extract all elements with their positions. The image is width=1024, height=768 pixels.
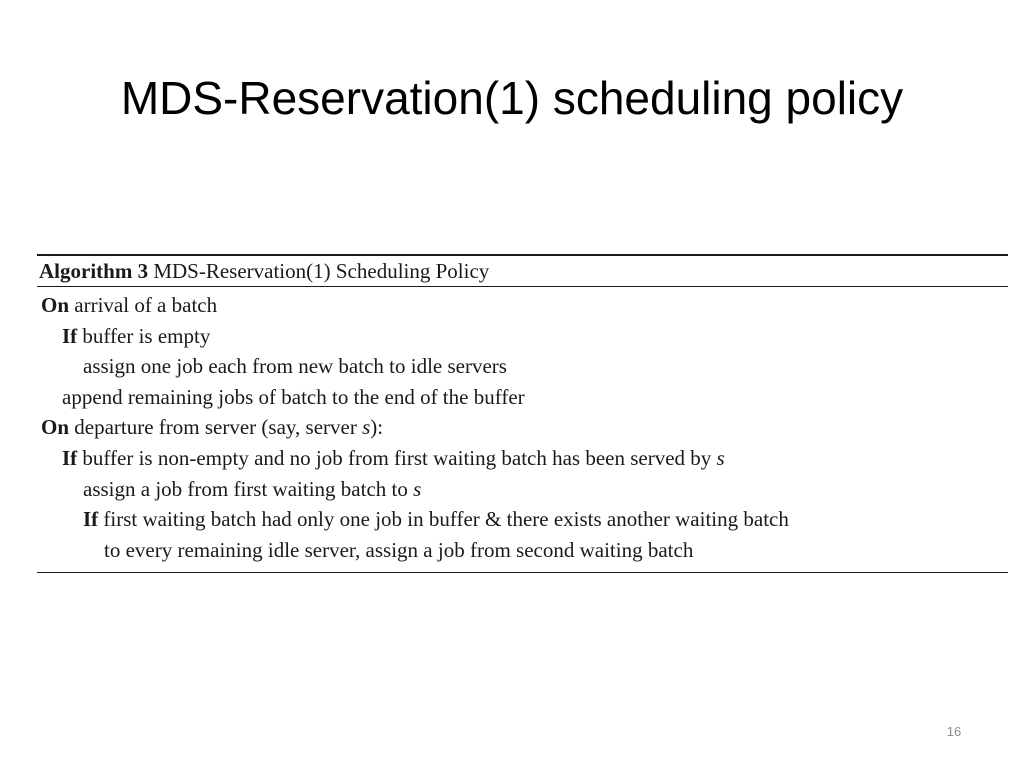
variable: s	[716, 445, 725, 470]
slide-title: MDS-Reservation(1) scheduling policy	[120, 72, 904, 124]
algorithm-line	[41, 382, 1001, 413]
keyword: If	[83, 507, 99, 532]
algorithm-label: Algorithm 3	[39, 259, 149, 283]
line-text-end: ):	[370, 415, 384, 440]
algorithm-line	[41, 535, 1001, 566]
line-text: arrival of a batch	[69, 293, 218, 317]
algorithm-caption	[39, 256, 489, 286]
page-number: 16	[946, 724, 962, 739]
bottom-rule	[37, 572, 1008, 573]
keyword: On	[41, 293, 70, 317]
keyword: If	[62, 445, 78, 470]
middle-rule	[37, 286, 1008, 287]
algorithm-title: MDS-Reservation(1) Scheduling Policy	[153, 259, 490, 283]
algorithm-line	[41, 443, 1001, 474]
variable: s	[413, 476, 422, 501]
keyword: On	[41, 415, 70, 440]
algorithm-line	[41, 351, 1001, 382]
algorithm-line	[41, 504, 1001, 535]
line-text: departure from server (say, server	[69, 415, 363, 440]
line-text: append remaining jobs of batch to the end of the buffer	[62, 384, 525, 409]
algorithm-line	[41, 321, 1001, 352]
algorithm-line	[41, 290, 1001, 321]
variable: s	[362, 415, 371, 440]
algorithm-line	[41, 474, 1001, 505]
line-text: buffer is non-empty and no job from first waiting batch has been served by	[77, 445, 717, 470]
line-text: to every remaining idle server, assign a job from second waiting batch	[104, 537, 694, 562]
algorithm-box	[37, 254, 1008, 574]
keyword: If	[62, 323, 78, 348]
algorithm-line	[41, 412, 1001, 443]
line-text: assign one job each from new batch to idle servers	[83, 354, 507, 379]
algorithm-body	[41, 290, 1001, 565]
line-text: assign a job from first waiting batch to	[83, 476, 414, 501]
line-text: buffer is empty	[77, 323, 211, 348]
line-text: first waiting batch had only one job in buffer & there exists another waiting batch	[98, 507, 789, 532]
